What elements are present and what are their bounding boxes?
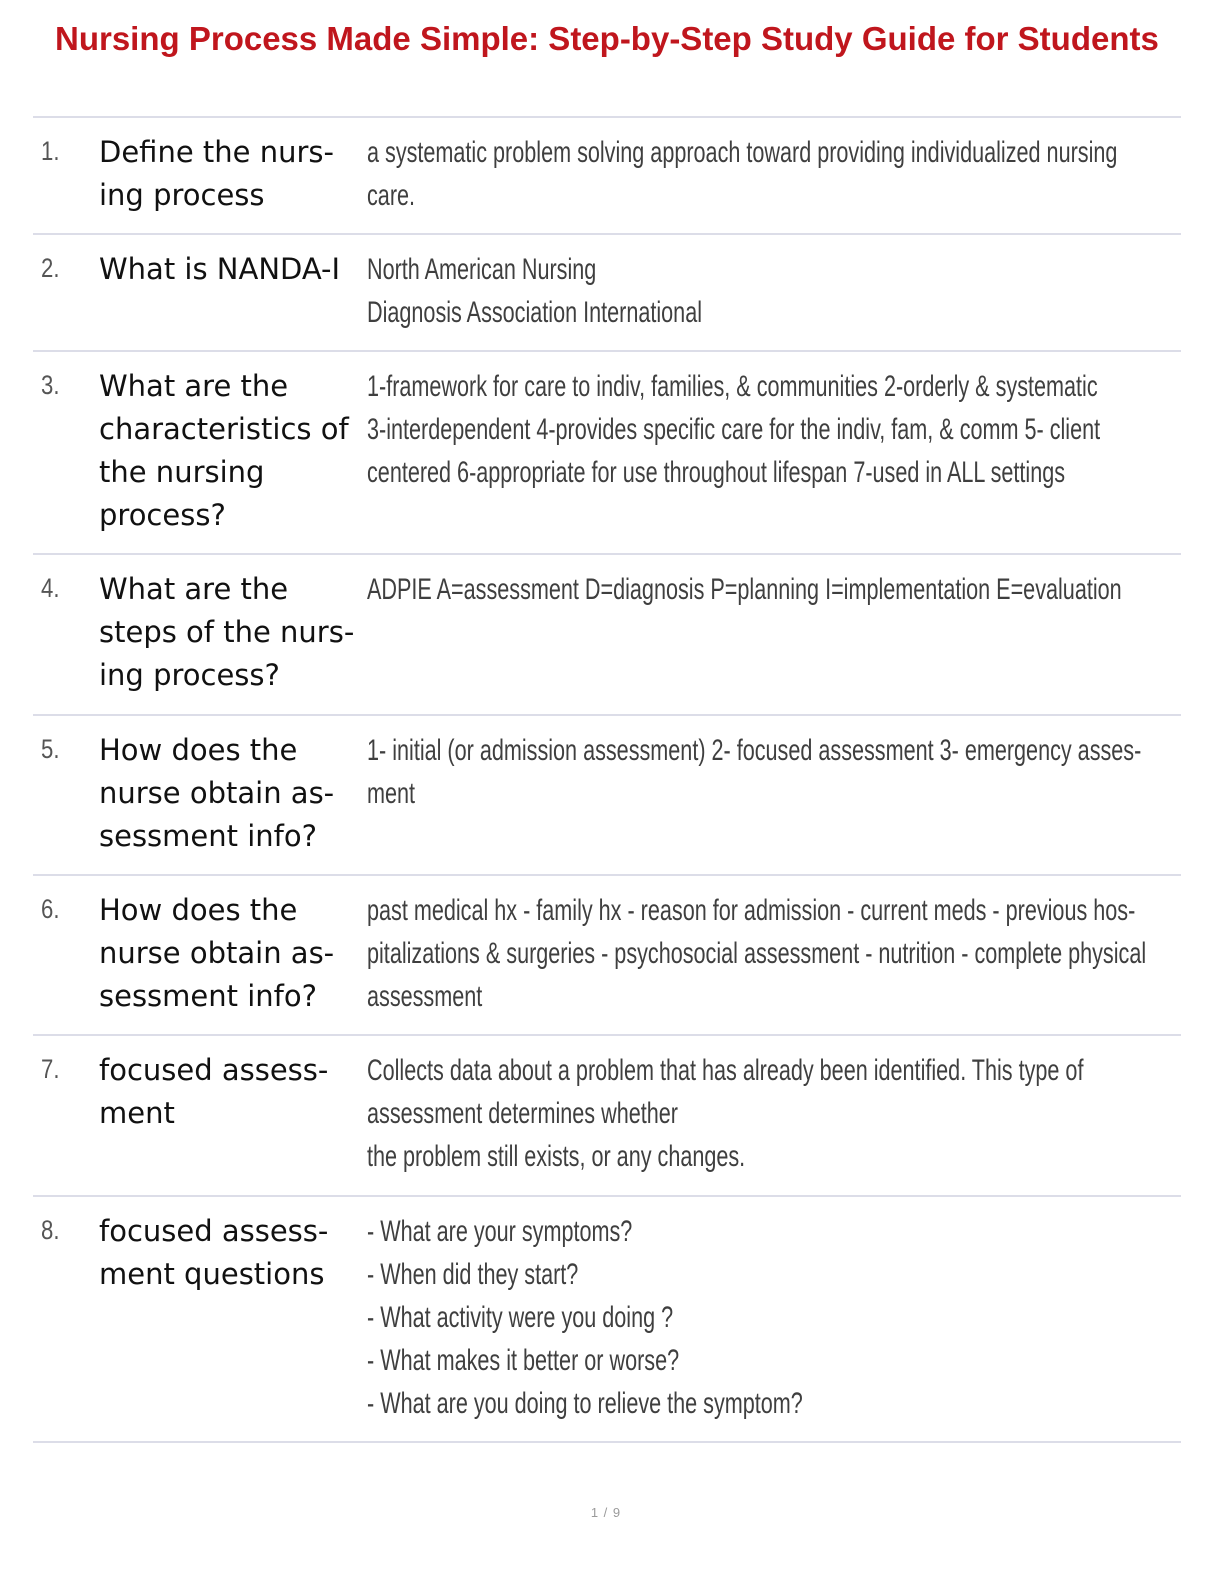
card-term: How does the nurse obtain as- sessment info? xyxy=(99,733,335,853)
flashcard-row xyxy=(33,876,1181,1036)
card-number: 3. xyxy=(41,370,60,400)
flashcard-row xyxy=(33,716,1181,876)
flashcard-row xyxy=(33,235,1181,352)
card-term: Define the nurs- ing process xyxy=(99,135,334,212)
card-definition: Collects data about a problem that has already been identified. This type of assessment determines whether the problem still exists, or any changes. xyxy=(367,1054,1084,1173)
card-number: 1. xyxy=(41,136,60,166)
card-definition: ADPIE A=assessment D=diagnosis P=planning I=implementation E=evaluation xyxy=(367,573,1122,606)
card-definition: past medical hx - family hx - reason for admission - current meds - previous hos- pitalizations & surgeries - psychosocial assessment - nutrition - complete physical assessment xyxy=(367,894,1147,1013)
flashcard-row xyxy=(33,1197,1181,1443)
flashcard-row xyxy=(33,555,1181,716)
flashcard-row xyxy=(33,1036,1181,1197)
card-definition: 1-framework for care to indiv, families, & communities 2-orderly & systematic 3-interdependent 4-provides specific care for the indiv, fam, & comm 5- client centered 6-appropriate for use throughout lifespan 7-used in ALL settings xyxy=(367,370,1101,489)
card-number: 7. xyxy=(41,1054,60,1084)
card-definition: a systematic problem solving approach toward providing individualized nursing care. xyxy=(367,136,1118,212)
card-number: 4. xyxy=(41,573,60,603)
card-number: 6. xyxy=(41,894,60,924)
card-term: How does the nurse obtain as- sessment info? xyxy=(99,893,335,1013)
card-definition: North American Nursing Diagnosis Association International xyxy=(367,253,703,329)
card-term: What are the steps of the nurs- ing process? xyxy=(99,572,355,692)
card-term: What is NANDA-I xyxy=(99,252,341,286)
card-term: What are the characteristics of the nursing process? xyxy=(99,369,349,532)
card-term: focused assess- ment xyxy=(99,1053,329,1130)
card-number: 8. xyxy=(41,1215,60,1245)
flashcard-row xyxy=(33,118,1181,235)
card-definition: - What are your symptoms? - When did they start? - What activity were you doing ? - What makes it better or worse? - What are you doing to relieve the symptom? xyxy=(367,1215,803,1420)
card-number: 5. xyxy=(41,734,60,764)
page-title: Nursing Process Made Simple: Step-by-Step Study Guide for Students xyxy=(55,20,1159,57)
card-number: 2. xyxy=(41,253,60,283)
flashcard-row xyxy=(33,352,1181,555)
page-indicator: 1 / 9 xyxy=(590,1505,622,1520)
card-term: focused assess- ment questions xyxy=(99,1214,329,1291)
card-definition: 1- initial (or admission assessment) 2- focused assessment 3- emergency asses- ment xyxy=(367,734,1142,810)
flashcard-list xyxy=(33,118,1181,1443)
